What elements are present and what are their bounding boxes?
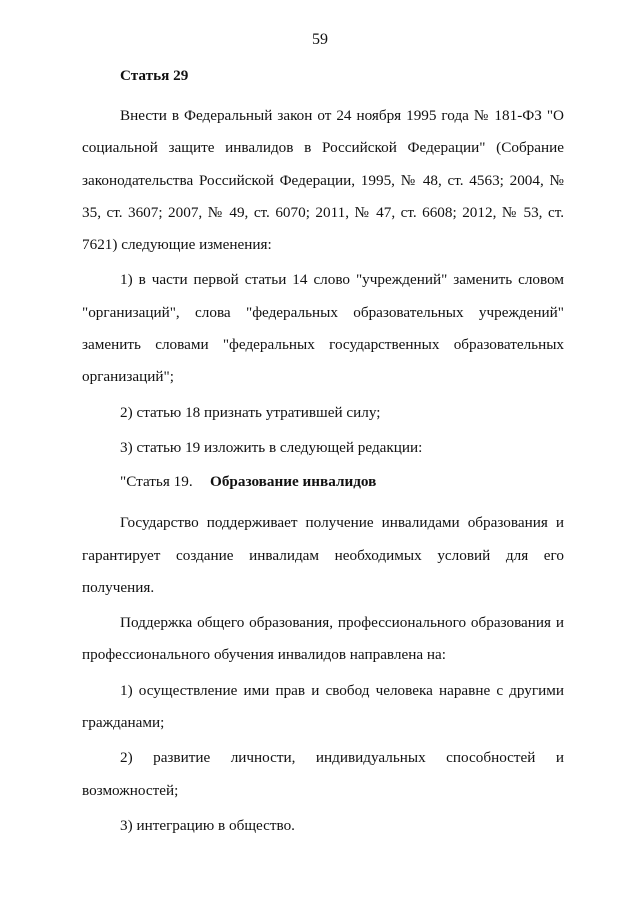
new-article-name: Образование инвалидов [210, 473, 377, 491]
article-intro: Внести в Федеральный закон от 24 ноября 1995 года № 181-ФЗ "О социальной защите инвалидов в Российской Федерации" (Собрание законодательства Российской Федерации, 1995, № 48, ст. 4563; 2004, № 35, ст. 3607; 2007, № 49, ст. 6070; 2011, № 47, ст. 6608; 2012, № 53, ст. 7621) следующие изменения: [82, 107, 564, 254]
document-body [82, 64, 564, 842]
amendment-item-3: 3) статью 19 изложить в следующей редакции: [120, 438, 423, 456]
new-article-title [82, 466, 564, 498]
new-article-paragraph-1: Государство поддерживает получение инвалидами образования и гарантирует создание инвалидам необходимых условий для его получения. [82, 514, 564, 596]
new-article-list-item-2: 2) развитие личности, индивидуальных способностей и возможностей; [82, 749, 564, 799]
new-article-list-item-3: 3) интеграцию в общество. [120, 816, 295, 834]
amendment-item-1: 1) в части первой статьи 14 слово "учреждений" заменить словом "организаций", слова "федеральных образовательных учреждений" заменить словами "федеральных государственных образовательных организаций"; [82, 271, 564, 386]
page-number: 59 [312, 31, 328, 48]
article-heading: Статья 29 [120, 67, 189, 84]
new-article-list-item-1: 1) осуществление ими прав и свобод человека наравне с другими гражданами; [82, 681, 564, 732]
new-article-label: "Статья 19. [120, 473, 193, 491]
amendment-item-2: 2) статью 18 признать утратившей силу; [120, 403, 381, 421]
new-article-paragraph-2: Поддержка общего образования, профессионального образования и профессионального обучения инвалидов направлена на: [82, 614, 564, 664]
